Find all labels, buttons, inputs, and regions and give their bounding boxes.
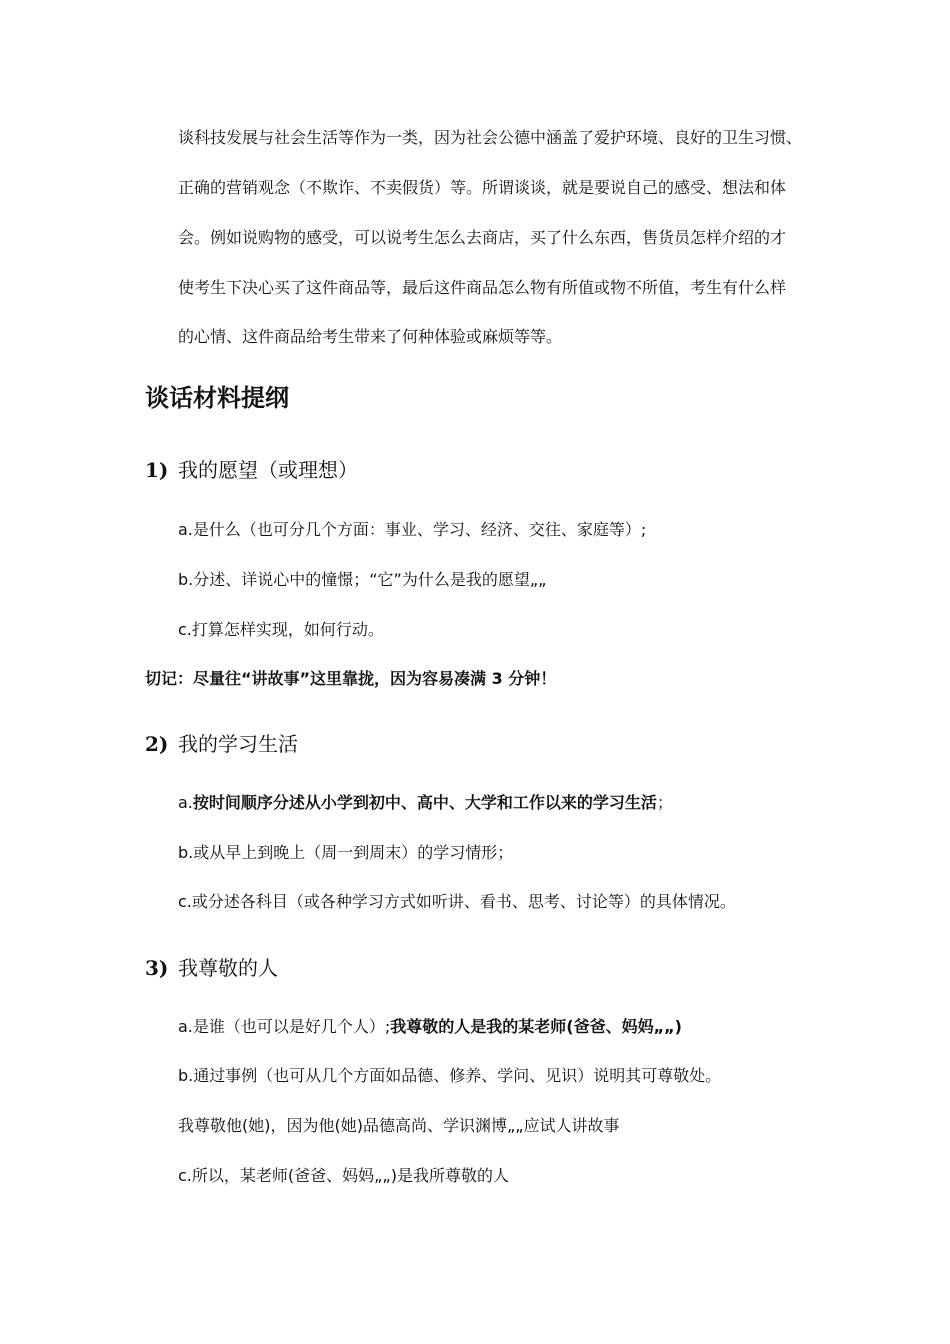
section-1-item-b: b.分述、详说心中的憧憬；“它”为什么是我的愿望„„	[178, 570, 547, 589]
section-3-title	[145, 954, 278, 982]
intro-line-1: 谈科技发展与社会生活等作为一类，因为社会公德中涵盖了爱护环境、良好的卫生习惯、	[178, 128, 803, 147]
section-2-item-a-suffix: ；	[656, 793, 673, 812]
section-3-item-a-bold: 我尊敬的人是我的某老师(爸爸、妈妈„„)	[390, 1017, 682, 1036]
section-2-title	[145, 730, 298, 758]
section-1-note: 切记：尽量往“讲故事”这里靠拢，因为容易凑满 3 分钟！	[145, 669, 557, 688]
section-1-title-text: 我的愿望（或理想）	[178, 458, 358, 482]
section-2-item-a	[178, 792, 673, 814]
section-heading: 谈话材料提纲	[145, 384, 289, 412]
section-2-item-c: c.或分述各科目（或各种学习方式如听讲、看书、思考、讨论等）的具体情况。	[178, 892, 736, 911]
intro-line-3: 会。例如说购物的感受，可以说考生怎么去商店，买了什么东西，售货员怎样介绍的才	[178, 228, 787, 247]
section-1-number: 1)	[145, 458, 169, 482]
section-2-title-text: 我的学习生活	[178, 732, 298, 756]
section-1-item-a: a.是什么（也可分几个方面：事业、学习、经济、交往、家庭等）;	[178, 520, 647, 539]
section-3-item-b: b.通过事例（也可从几个方面如品德、修养、学问、见识）说明其可尊敬处。	[178, 1066, 722, 1085]
section-3-respect-line: 我尊敬他(她)，因为他(她)品德高尚、学识渊博„„应试人讲故事	[178, 1116, 620, 1135]
section-3-item-a-prefix: a.是谁（也可以是好几个人）;	[178, 1017, 391, 1036]
intro-line-4: 使考生下决心买了这件商品等，最后这件商品怎么物有所值或物不所值，考生有什么样	[178, 278, 787, 297]
section-3-title-text: 我尊敬的人	[178, 956, 278, 980]
section-1-item-c: c.打算怎样实现，如何行动。	[178, 620, 384, 639]
section-2-number: 2)	[145, 732, 169, 756]
section-2-item-b: b.或从早上到晚上（周一到周末）的学习情形；	[178, 843, 514, 862]
section-2-item-a-bold: 按时间顺序分述从小学到初中、高中、大学和工作以来的学习生活	[192, 793, 657, 812]
section-3-item-c: c.所以，某老师(爸爸、妈妈„„)是我所尊敬的人	[178, 1166, 509, 1185]
intro-line-2: 正确的营销观念（不欺诈、不卖假货）等。所谓谈谈，就是要说自己的感受、想法和体	[178, 178, 787, 197]
section-3-item-a	[178, 1016, 682, 1038]
section-2-item-a-prefix: a.	[178, 793, 193, 812]
section-3-number: 3)	[145, 956, 169, 980]
section-1-title	[145, 456, 358, 484]
intro-line-5: 的心情、这件商品给考生带来了何种体验或麻烦等等。	[178, 327, 563, 346]
